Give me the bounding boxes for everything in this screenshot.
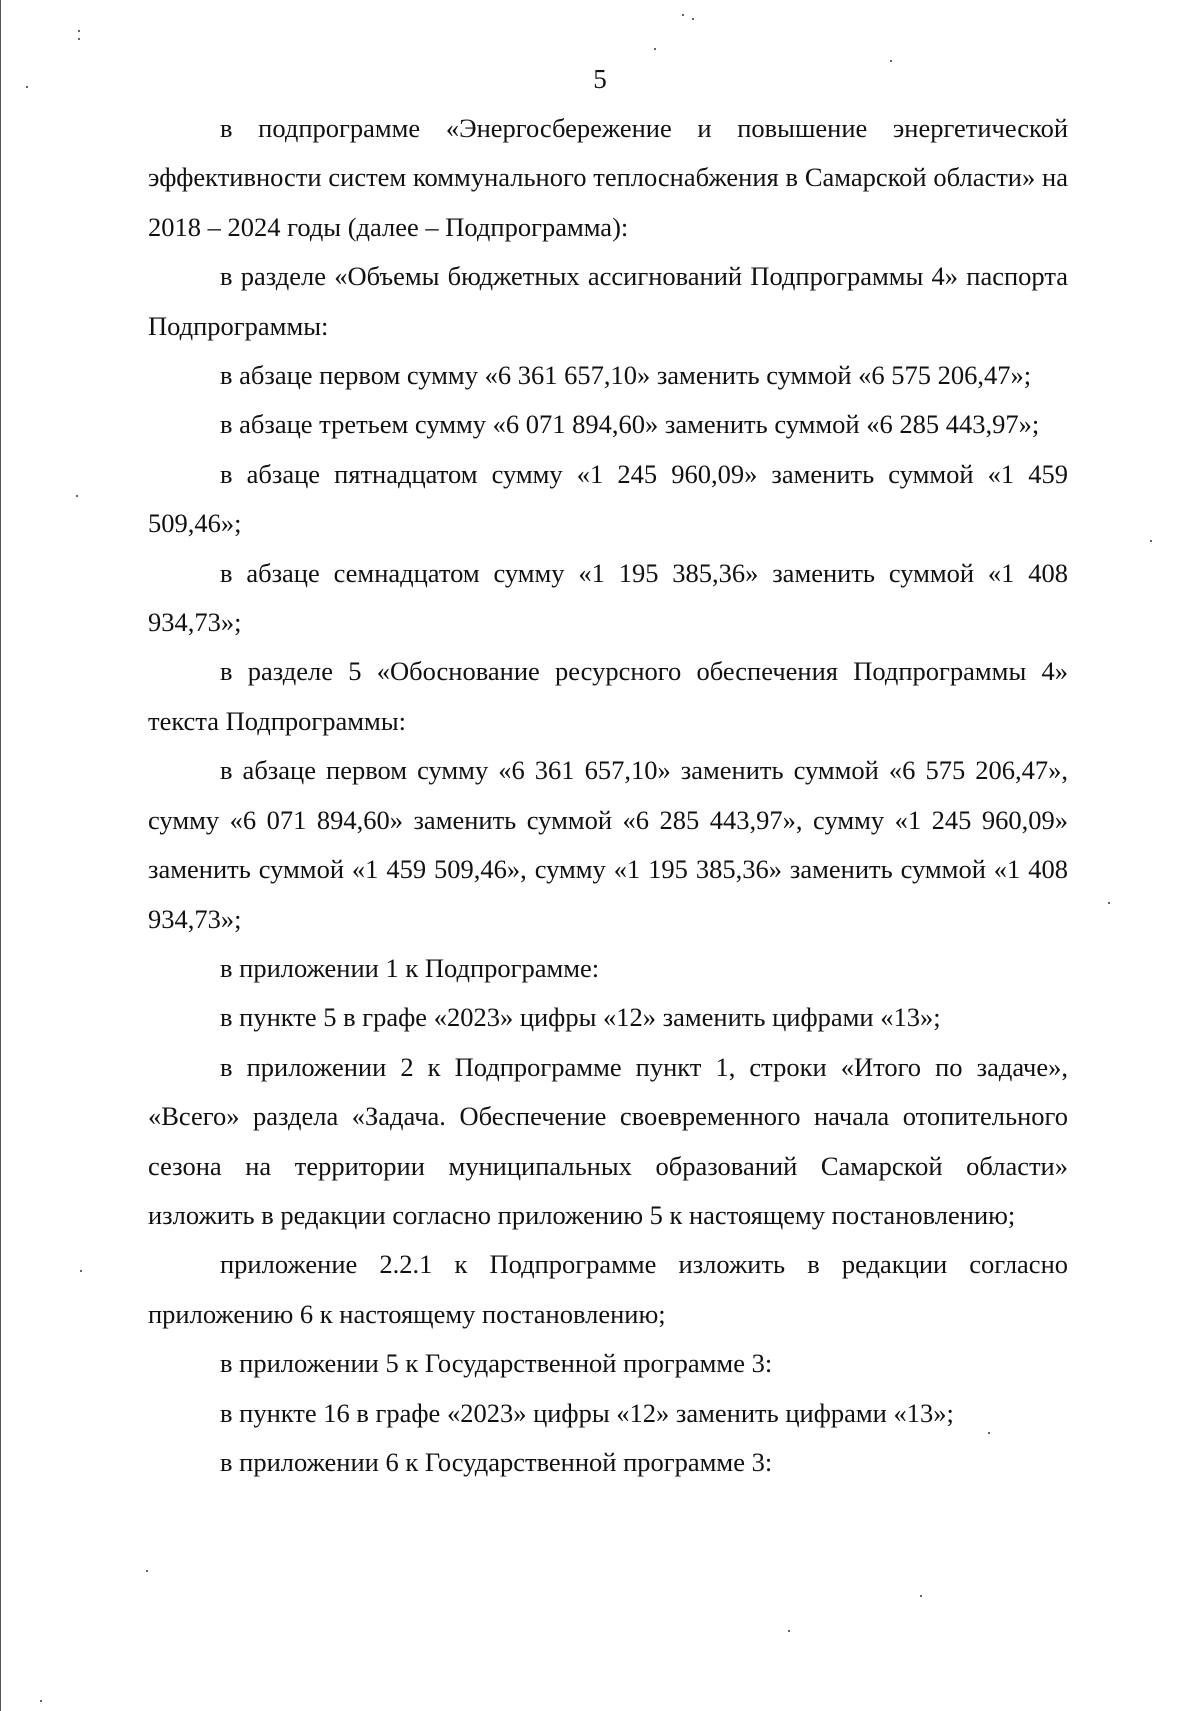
scan-speck <box>40 1700 42 1702</box>
paragraph: в абзаце семнадцатом сумму «1 195 385,36» заменить суммой «1 408 934,73»; <box>148 557 1068 638</box>
scan-speck <box>692 18 694 20</box>
scan-speck <box>920 1595 922 1597</box>
scan-speck <box>78 38 80 40</box>
paragraph: в приложении 2 к Подпрограмме пункт 1, строки «Итого по задаче», «Всего» раздела «Задача. Обеспечение своевременного начала отопительного сезона на территории муниципальных образований Самарской области» изложить в редакции согласно приложению 5 к настоящему постановлению; <box>148 1051 1068 1230</box>
scan-speck <box>80 1270 82 1272</box>
paragraph: в приложении 5 к Государственной программе 3: <box>220 1348 773 1379</box>
scan-speck <box>78 30 80 32</box>
scan-speck <box>146 1570 148 1572</box>
page-number: 5 <box>593 64 607 94</box>
scan-speck <box>1108 902 1110 904</box>
scan-speck <box>654 48 656 50</box>
scan-speck <box>1150 540 1152 542</box>
paragraph: в разделе «Объемы бюджетных ассигнований Подпрограммы 4» паспорта Подпрограммы: <box>148 261 1068 341</box>
paragraph: в абзаце пятнадцатом сумму «1 245 960,09» заменить суммой «1 459 509,46»; <box>148 458 1068 539</box>
scan-speck <box>988 1432 990 1434</box>
scan-speck <box>682 14 684 16</box>
paragraph: в разделе 5 «Обоснование ресурсного обеспечения Подпрограммы 4» текста Подпрограммы: <box>148 656 1068 736</box>
scan-speck <box>890 60 892 62</box>
paragraph: в абзаце первом сумму «6 361 657,10» заменить суммой «6 575 206,47»; <box>220 360 1032 391</box>
scan-speck <box>76 495 78 497</box>
paragraph: в приложении 1 к Подпрограмме: <box>220 952 600 983</box>
scan-edge <box>0 0 1 1711</box>
paragraph: в пункте 16 в графе «2023» цифры «12» заменить цифрами «13»; <box>220 1397 954 1428</box>
document-body <box>148 104 1068 1487</box>
paragraph: в абзаце первом сумму «6 361 657,10» заменить суммой «6 575 206,47», сумму «6 071 894,60» заменить суммой «6 285 443,97», сумму «1 245 960,09» заменить суммой «1 459 509,46», сумму «1 195 385,36» заменить суммой «1 408 934,73»; <box>148 755 1068 934</box>
paragraph: в приложении 6 к Государственной программе 3: <box>220 1446 773 1477</box>
paragraph: приложение 2.2.1 к Подпрограмме изложить в редакции согласно приложению 6 к настоящему постановлению; <box>148 1249 1068 1329</box>
paragraph: в подпрограмме «Энергосбережение и повышение энергетической эффективности систем коммунального теплоснабжения в Самарской области» на 2018 – 2024 годы (далее – Подпрограмма): <box>148 113 1068 242</box>
paragraph: в абзаце третьем сумму «6 071 894,60» заменить суммой «6 285 443,97»; <box>220 409 1040 440</box>
paragraph: в пункте 5 в графе «2023» цифры «12» заменить цифрами «13»; <box>220 1002 941 1033</box>
scan-speck <box>26 86 28 88</box>
scan-speck <box>788 1630 790 1632</box>
